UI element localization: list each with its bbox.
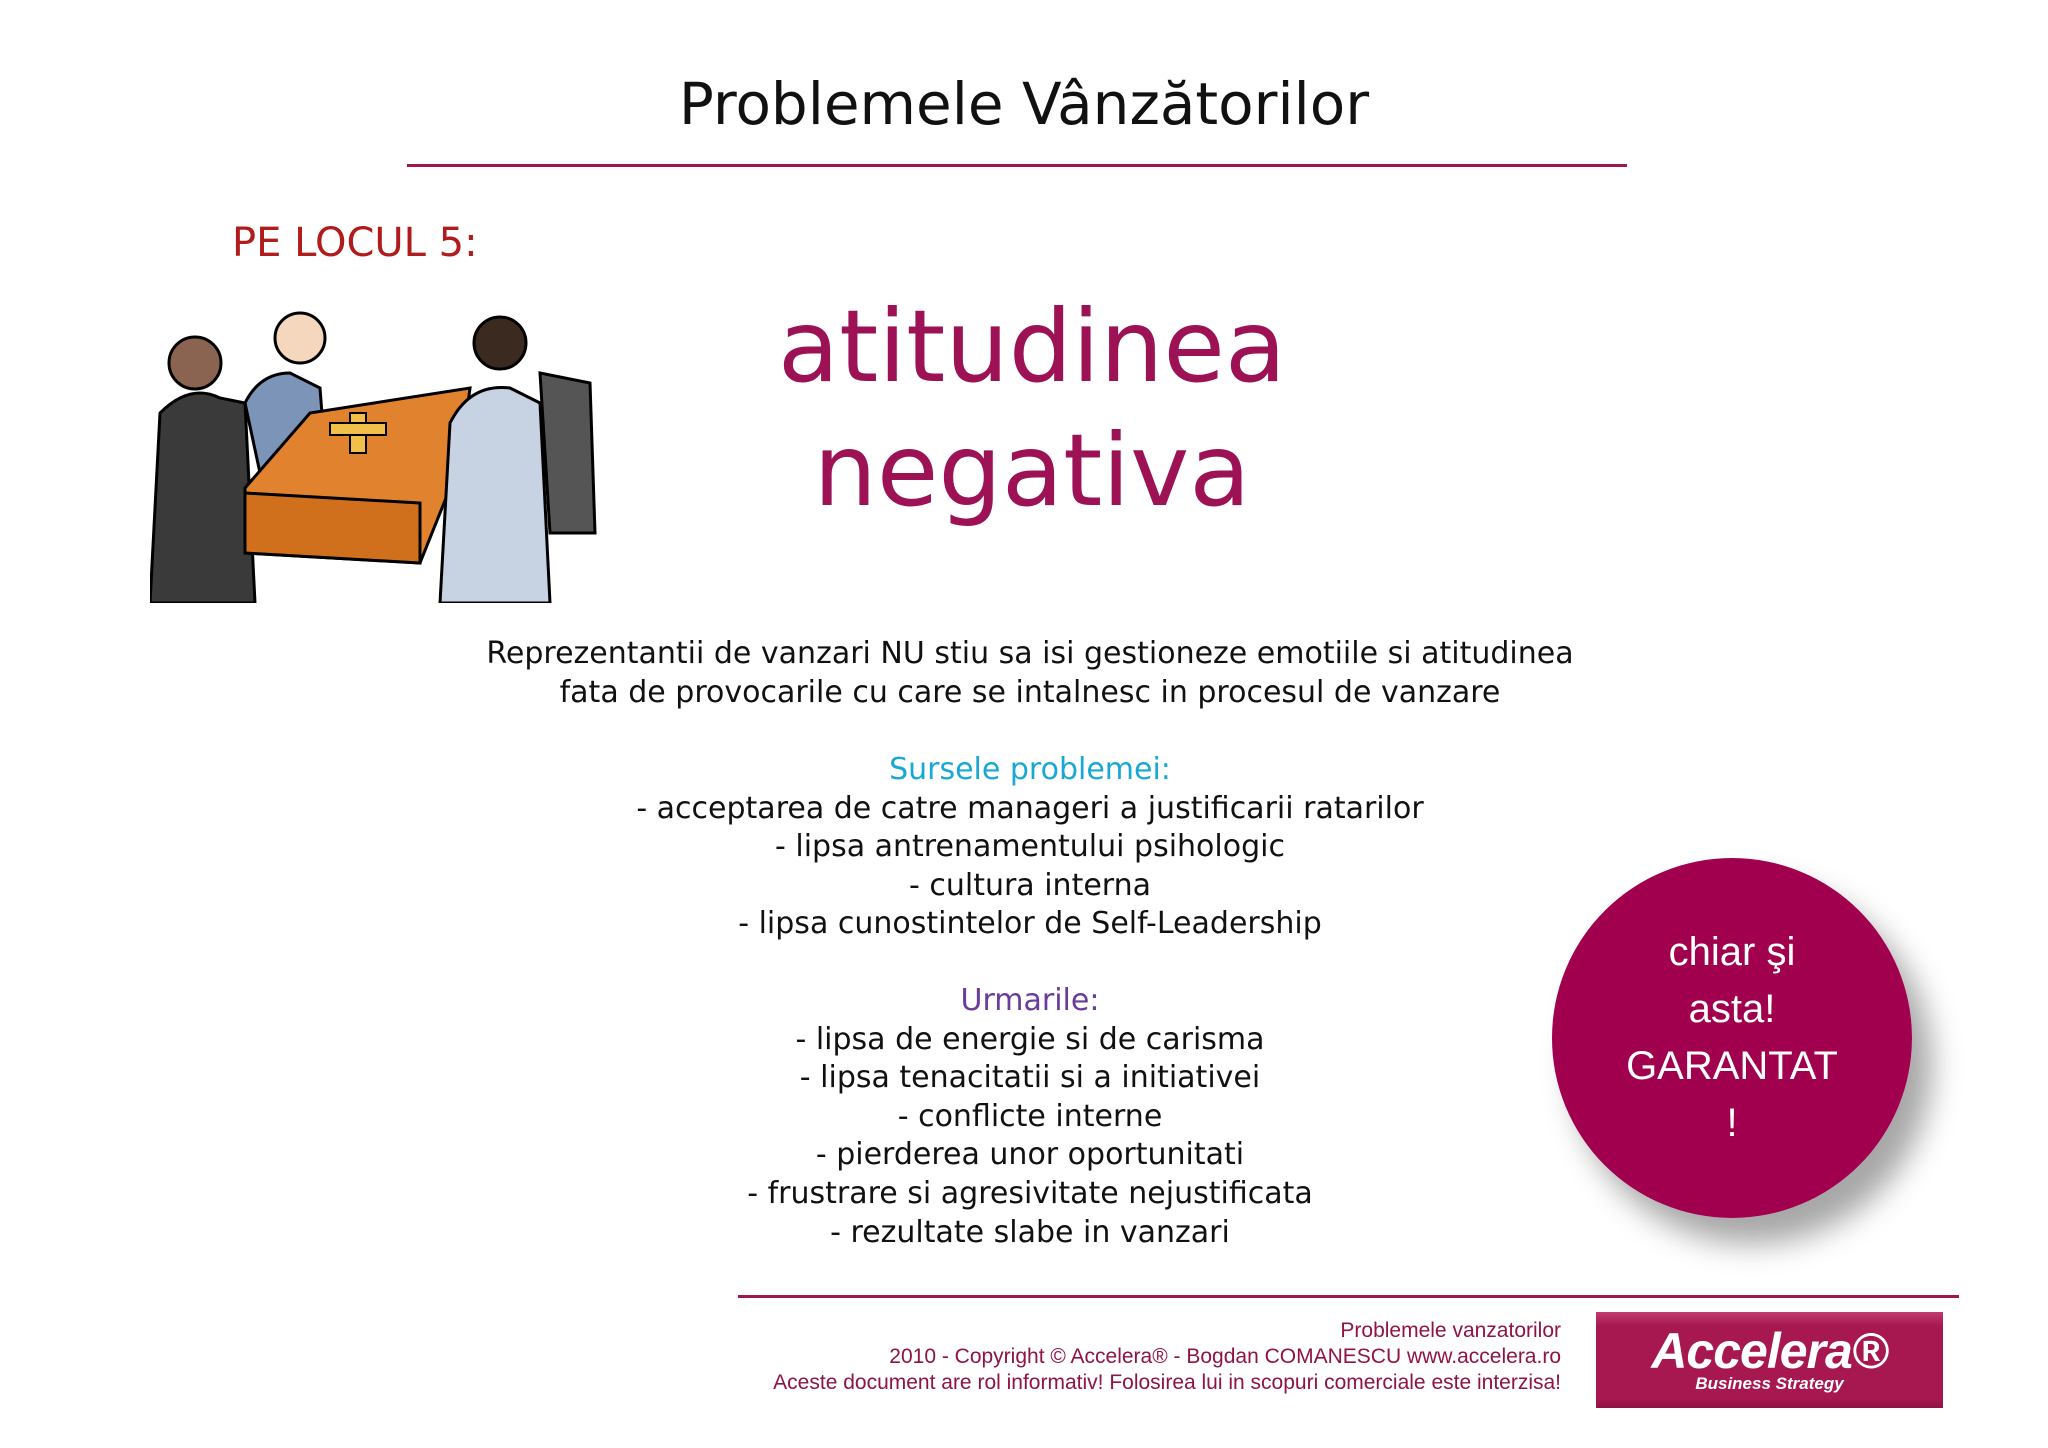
list-item: - cultura interna — [908, 867, 1151, 903]
page-title: Problemele Vânzătorilor — [678, 70, 1370, 138]
title-divider — [407, 164, 1627, 167]
list-item: - conflicte interne — [897, 1098, 1163, 1134]
consequences-section — [400, 982, 1660, 1252]
list-item: - lipsa cunostintelor de Self-Leadership — [738, 906, 1322, 942]
guarantee-badge — [1552, 858, 1912, 1218]
badge-line: ! — [1726, 1101, 1738, 1145]
sources-heading: Sursele problemei: — [889, 752, 1171, 787]
footer-line: Aceste document are rol informativ! Folosirea lui in scopuri comerciale este interzisa! — [773, 1371, 1561, 1394]
consequences-heading: Urmarile: — [960, 983, 1100, 1018]
intro-text — [400, 635, 1660, 712]
headline — [632, 285, 1432, 533]
headline-line: negativa — [813, 412, 1251, 529]
sources-section — [400, 751, 1660, 944]
badge-line: chiar şi — [1668, 930, 1796, 974]
logo-name: Accelera® — [1651, 1323, 1888, 1379]
list-item: - lipsa antrenamentului psihologic — [775, 829, 1285, 865]
list-item: - lipsa tenacitatii si a initiativei — [799, 1060, 1261, 1096]
footer-line: Problemele vanzatorilor — [1340, 1319, 1561, 1342]
intro-line: fata de provocarile cu care se intalnesc in procesul de vanzare — [559, 674, 1501, 710]
list-item: - lipsa de energie si de carisma — [795, 1021, 1265, 1057]
badge-line: asta! — [1688, 987, 1776, 1031]
list-item: - frustrare si agresivitate nejustificata — [747, 1175, 1313, 1211]
rank-label: PE LOCUL 5: — [232, 220, 478, 266]
list-item: - rezultate slabe in vanzari — [830, 1214, 1230, 1250]
list-item: - pierderea unor oportunitati — [815, 1137, 1245, 1173]
footer-line: 2010 - Copyright © Accelera® - Bogdan COMANESCU www.accelera.ro — [889, 1345, 1561, 1368]
intro-line: Reprezentantii de vanzari NU stiu sa isi gestioneze emotiile si atitudinea — [486, 636, 1574, 671]
footer-text — [773, 1318, 1561, 1396]
badge-line: GARANTAT — [1626, 1044, 1838, 1088]
list-item: - acceptarea de catre manageri a justificarii ratarilor — [636, 790, 1424, 826]
funeral-clipart — [150, 303, 600, 603]
headline-line: atitudinea — [777, 288, 1287, 405]
footer-divider — [738, 1295, 1959, 1298]
accelera-logo — [1596, 1312, 1943, 1408]
logo-tagline: Business Strategy — [1695, 1374, 1844, 1393]
